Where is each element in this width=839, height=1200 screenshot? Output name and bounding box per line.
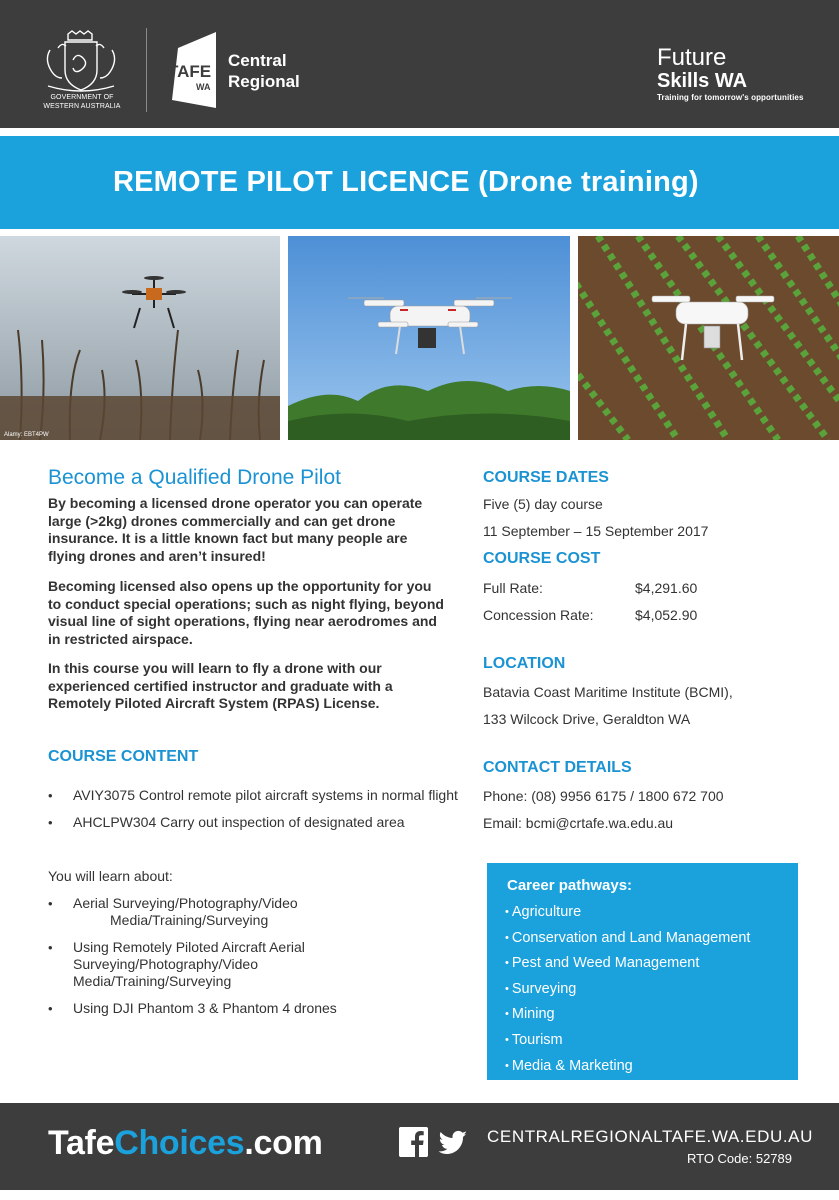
intro-paragraph-2: Becoming licensed also opens up the opportunity for you to conduct special operations; such as night flying, beyond visual line of sight operations, flying near aerodromes and in restricted airspace. xyxy=(48,578,444,647)
drone-photo-field xyxy=(578,236,839,440)
location-line1: Batavia Coast Maritime Institute (BCMI), xyxy=(483,684,733,700)
future-text: Future xyxy=(657,44,727,71)
learn-item-line2: Media/Training/Surveying xyxy=(110,912,269,928)
tagline-text: Training for tomorrow's opportunities xyxy=(657,93,804,102)
career-list xyxy=(505,900,750,1079)
concession-rate-value: $4,052.90 xyxy=(635,607,698,623)
contact-phone: Phone: (08) 9956 6175 / 1800 672 700 xyxy=(483,788,724,804)
twitter-icon[interactable] xyxy=(437,1127,469,1157)
future-skills-logo xyxy=(657,46,804,104)
footer xyxy=(0,1103,839,1190)
tafe-wa-text: WA xyxy=(196,82,211,92)
title-banner xyxy=(0,136,839,229)
rto-code: RTO Code: 52789 xyxy=(686,1151,792,1166)
tafechoices-logo[interactable] xyxy=(48,1124,323,1163)
header-divider xyxy=(146,28,147,112)
tafe-logo-icon xyxy=(168,30,222,110)
drone-photo-reeds xyxy=(0,236,280,440)
tafe-text: TAFE xyxy=(168,62,212,81)
course-dates-heading: COURSE DATES xyxy=(483,469,609,486)
career-heading: Career pathways: xyxy=(507,877,633,894)
full-rate-label: Full Rate: xyxy=(483,580,543,596)
career-pathways-box xyxy=(487,863,798,1080)
concession-rate-label: Concession Rate: xyxy=(483,607,594,623)
government-label xyxy=(34,94,130,111)
header xyxy=(0,0,839,128)
skills-wa-text: Skills WA xyxy=(657,70,748,92)
list-item: • Conservation and Land Management xyxy=(505,926,750,952)
brand-suffix: .com xyxy=(244,1124,323,1162)
drone-photo-sky xyxy=(288,236,570,440)
brand-accent: Choices xyxy=(114,1124,245,1162)
list-item: • Pest and Weed Management xyxy=(505,951,750,977)
list-item xyxy=(48,1000,458,1017)
page-title: REMOTE PILOT LICENCE (Drone training) xyxy=(113,166,699,198)
list-item: • Agriculture xyxy=(505,900,750,926)
white-drone-sky-image xyxy=(288,236,570,440)
learn-item-line1: Using Remotely Piloted Aircraft Aerial Surveying/Photography/Video Media/Training/Surveying xyxy=(73,939,305,989)
website-link[interactable]: CENTRALREGIONALTAFE.WA.EDU.AU xyxy=(487,1127,813,1146)
facebook-icon[interactable] xyxy=(399,1127,428,1157)
list-item: • AVIY3075 Control remote pilot aircraft systems in normal flight xyxy=(48,787,458,804)
list-item: • Tourism xyxy=(505,1028,750,1054)
brand-main: Tafe xyxy=(48,1124,115,1162)
drone-over-field-image xyxy=(578,236,839,440)
course-units-list xyxy=(48,787,458,841)
drone-over-reeds-image xyxy=(0,236,280,440)
list-item xyxy=(48,939,458,990)
learn-items-list xyxy=(48,895,458,1027)
central-text: Central xyxy=(228,51,287,70)
location-line2: 133 Wilcock Drive, Geraldton WA xyxy=(483,711,691,727)
contact-email: Email: bcmi@crtafe.wa.edu.au xyxy=(483,815,674,831)
course-date-range: 11 September – 15 September 2017 xyxy=(483,523,709,539)
list-item: • Mining xyxy=(505,1002,750,1028)
intro-paragraph-3: In this course you will learn to fly a drone with our experienced certified instructor and graduate with a Remotely Piloted Aircraft System (RPAS) License. xyxy=(48,660,393,712)
learn-item-line1: Aerial Surveying/Photography/Video xyxy=(73,895,298,911)
course-content-heading: COURSE CONTENT xyxy=(48,748,199,765)
full-rate-value: $4,291.60 xyxy=(635,580,698,596)
qualified-heading: Become a Qualified Drone Pilot xyxy=(48,466,341,489)
list-item: • Media & Marketing xyxy=(505,1054,750,1080)
photo-credit: Alamy: EBT4PW xyxy=(4,432,49,438)
gov-line1: GOVERNMENT OF xyxy=(50,94,114,101)
central-regional-logo xyxy=(228,50,300,92)
location-heading: LOCATION xyxy=(483,655,566,672)
list-item xyxy=(48,895,458,929)
learn-label: You will learn about: xyxy=(48,868,173,884)
regional-text: Regional xyxy=(228,72,300,91)
course-cost-heading: COURSE COST xyxy=(483,550,601,567)
list-item: • AHCLPW304 Carry out inspection of designated area xyxy=(48,814,458,831)
gov-line2: WESTERN AUSTRALIA xyxy=(43,102,121,110)
learn-item-line1: Using DJI Phantom 3 & Phantom 4 drones xyxy=(73,1000,337,1016)
contact-heading: CONTACT DETAILS xyxy=(483,759,632,776)
list-item: • Surveying xyxy=(505,977,750,1003)
course-duration: Five (5) day course xyxy=(483,496,603,512)
intro-paragraph-1: By becoming a licensed drone operator you can operate large (>2kg) drones commercially and can get drone insurance. It is a little known fact but many people are flying drones and aren’t insured! xyxy=(48,495,423,564)
